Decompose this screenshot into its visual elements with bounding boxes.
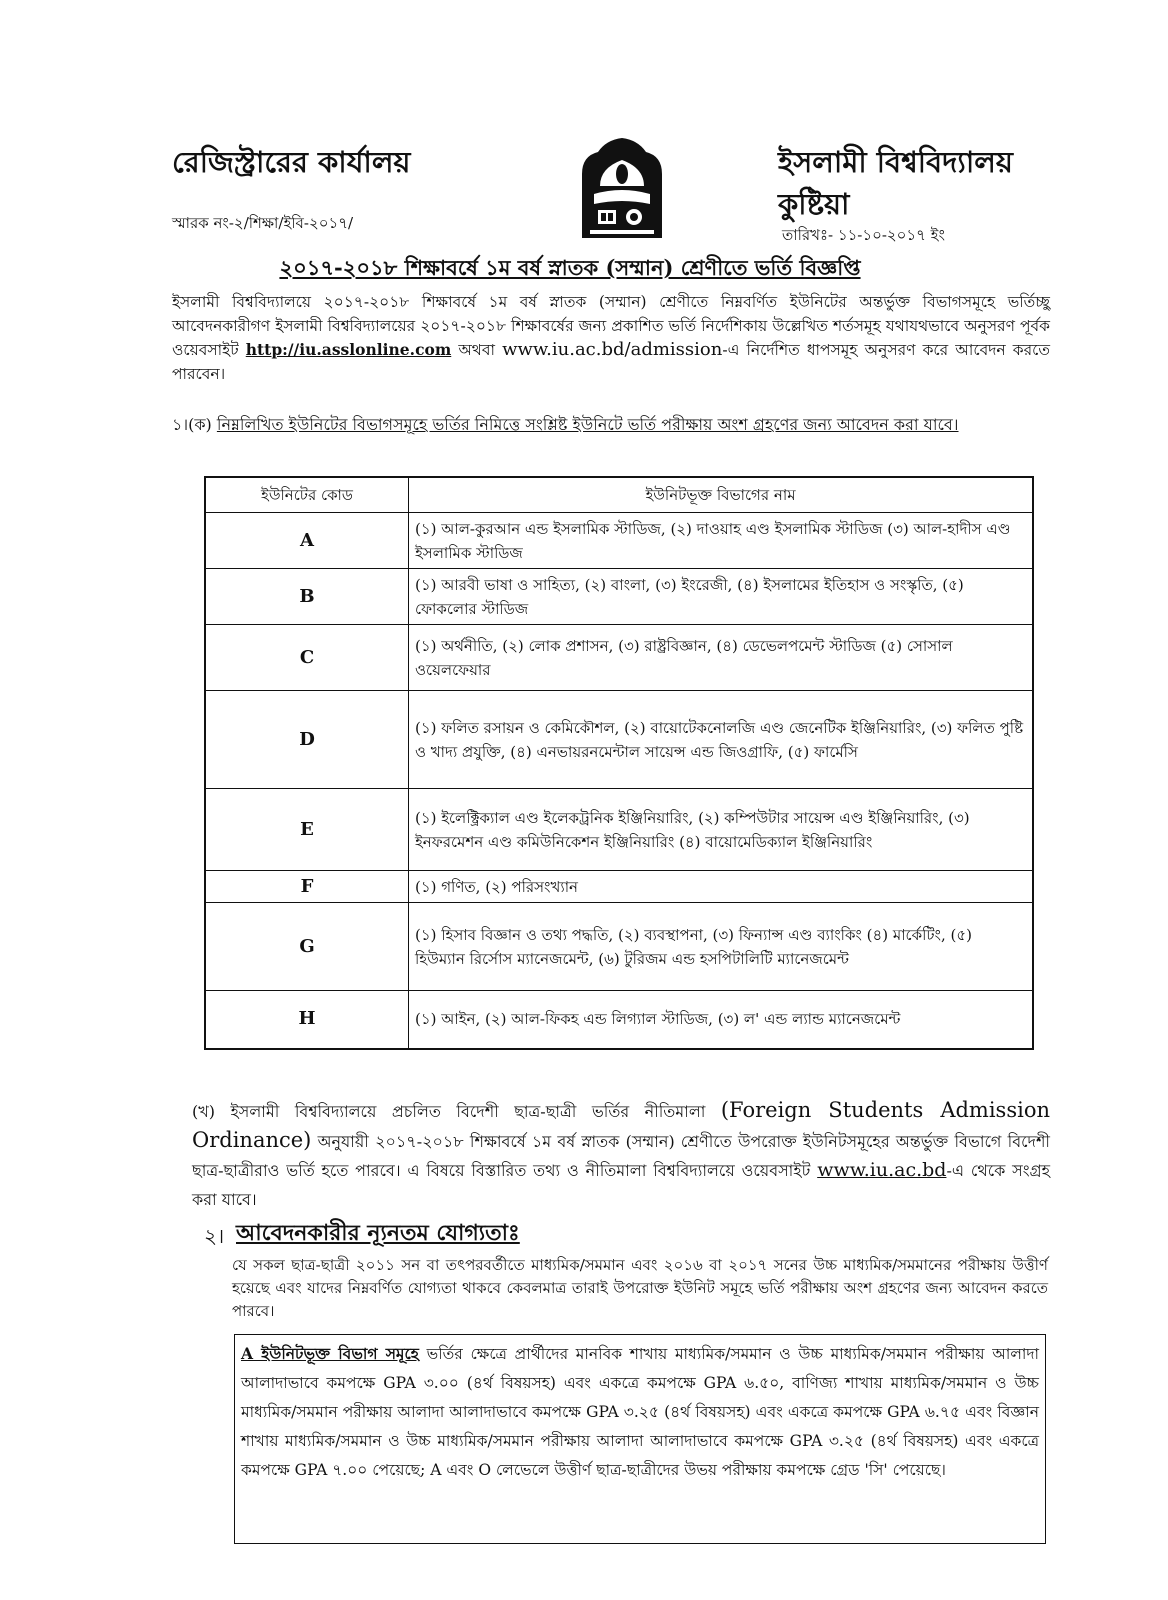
unit-departments: (১) আইন, (২) আল-ফিকহ এন্ড লিগ্যাল স্টাডিজ, (৩) ল' এন্ড ল্যান্ড ম্যানেজমেন্ট — [409, 991, 1034, 1049]
intro-text-a: ইসলামী বিশ্ববিদ্যালয়ে ২০১৭-২০১৮ শিক্ষাবর্ষে ১ম বর্ষ স্নাতক (সম্মান) শ্রেণীতে নিম্নবর্ণিত ইউনিটের অন্তর্ভুক্ত বিভাগসমূহে ভর্তিচ্ছু আবেদনকারীগণ ইসলামী বিশ্ববিদ্যালয়ের ২০১৭-২০১৮ শিক্ষাবর্ষের জন্য প্রকাশিত ভর্তি নির্দেশিকায় উল্লেখিত শর্তসমূহ যথাযথভাবে অনুসরণ পূর্বক ওয়েবসাইট — [172, 293, 1050, 359]
unit-departments: (১) ফলিত রসায়ন ও কেমিকৌশল, (২) বায়োটেকনোলজি এণ্ড জেনেটিক ইঞ্জিনিয়ারিং, (৩) ফলিত পুষ্টি ও খাদ্য প্রযুক্তি, (৪) এনভায়রনমেন্টাল সায়েন্স এন্ড জিওগ্রাফি, (৫) ফার্মেসি — [409, 691, 1034, 789]
section-1-kha-text-b: অনুযায়ী ২০১৭-২০১৮ শিক্ষাবর্ষে ১ম বর্ষ স্নাতক (সম্মান) শ্রেণীতে উপরোক্ত ইউনিটসমূহের অন্তর্ভুক্ত বিভাগে বিদেশী ছাত্র-ছাত্রীরাও ভর্তি হতে পারবে। এ বিষয়ে বিস্তারিত তথ্য ও নীতিমালা বিশ্ববিদ্যালয়ে ওয়েবসাইট — [192, 1132, 1050, 1180]
table-row — [205, 903, 1033, 991]
intro-text-c: -এ নির্দেশিত ধাপসমূহ অনুসরণ করে আবেদন করতে পারবেন। — [172, 341, 1050, 383]
table-row — [205, 569, 1033, 625]
unit-code: G — [205, 903, 409, 991]
unit-departments: (১) আল-কুরআন এন্ড ইসলামিক স্টাডিজ, (২) দাওয়াহ এণ্ড ইসলামিক স্টাডিজ (৩) আল-হাদীস এণ্ড ইসলামিক স্টাডিজ — [409, 513, 1034, 569]
university-name: ইসলামী বিশ্ববিদ্যালয় — [778, 145, 1013, 179]
registrar-office-heading: রেজিস্ট্রারের কার্যালয় — [172, 145, 411, 179]
section-2-paragraph: যে সকল ছাত্র-ছাত্রী ২০১১ সন বা তৎপরবর্তীতে মাধ্যমিক/সমমান এবং ২০১৬ বা ২০১৭ সনের উচ্চ মাধ্যমিক/সমমানের পরীক্ষায় উত্তীর্ণ হয়েছে এবং যাদের নিম্নবর্ণিত যোগ্যতা থাকবে কেবলমাত্র তারাই উপরোক্ত ইউনিট সমূহে ভর্তি পরীক্ষায় অংশ গ্রহণের জন্য আবেদন করতে পারবে। — [232, 1256, 1048, 1320]
unit-code: E — [205, 789, 409, 871]
university-seal-icon — [574, 134, 670, 246]
unit-code: A — [205, 513, 409, 569]
intro-text-b: অথবা — [458, 341, 495, 359]
unit-a-eligibility-text: ভর্তির ক্ষেত্রে প্রার্থীদের মানবিক শাখায় মাধ্যমিক/সমমান ও উচ্চ মাধ্যমিক/সমমান পরীক্ষায় আলাদা আলাদাভাবে কমপক্ষে GPA ৩.০০ (৪র্থ বিষয়সহ) এবং একত্রে কমপক্ষে GPA ৬.৫০, বাণিজ্য শাখায় মাধ্যমিক/সমমান ও উচ্চ মাধ্যমিক/সমমান পরীক্ষায় আলাদা আলাদাভাবে কমপক্ষে GPA ৩.২৫ (৪র্থ বিষয়সহ) এবং একত্রে কমপক্ষে GPA ৬.৭৫ এবং বিজ্ঞান শাখায় মাধ্যমিক/সমমান ও উচ্চ মাধ্যমিক/সমমান পরীক্ষায় আলাদা আলাদাভাবে কমপক্ষে GPA ৩.২৫ (৪র্থ বিষয়সহ) এবং একত্রে কমপক্ষে GPA ৭.০০ পেয়েছে; A এবং O লেভেলে উত্তীর্ণ ছাত্র-ছাত্রীদের উভয় পরীক্ষায় কমপক্ষে গ্রেড 'সি' পেয়েছে। — [241, 1345, 1040, 1479]
table-row — [205, 991, 1033, 1049]
table-row — [205, 789, 1033, 871]
unit-code: D — [205, 691, 409, 789]
notice-title: ২০১৭-২০১৮ শিক্ষাবর্ষে ১ম বর্ষ স্নাতক (সম্মান) শ্রেণীতে ভর্তি বিজ্ঞপ্তি — [279, 255, 861, 280]
table-row — [205, 871, 1033, 903]
unit-departments: (১) গণিত, (২) পরিসংখ্যান — [409, 871, 1034, 903]
admission-website-link[interactable]: http://iu.asslonline.com — [245, 340, 452, 359]
unit-departments: (১) অর্থনীতি, (২) লোক প্রশাসন, (৩) রাষ্ট্রবিজ্ঞান, (৪) ডেভেলপমেন্ট স্টাডিজ (৫) সোসাল ওয়েলফেয়ার — [409, 625, 1034, 691]
intro-paragraph — [172, 290, 1050, 386]
foreign-ordinance-name: (Foreign Students Admission Ordinance) — [192, 1098, 1050, 1152]
section-1-kha-text-a: ইসলামী বিশ্ববিদ্যালয়ে প্রচলিত বিদেশী ছাত্র-ছাত্রী ভর্তির নীতিমালা — [230, 1102, 706, 1121]
unit-departments: (১) আরবী ভাষা ও সাহিত্য, (২) বাংলা, (৩) ইংরেজী, (৪) ইসলামের ইতিহাস ও সংস্কৃতি, (৫) ফোকলোর স্টাডিজ — [409, 569, 1034, 625]
header-department-names: ইউনিটভূক্ত বিভাগের নাম — [409, 477, 1034, 513]
university-city: কুষ্টিয়া — [778, 187, 850, 221]
unit-code: B — [205, 569, 409, 625]
table-row — [205, 691, 1033, 789]
unit-departments: (১) হিসাব বিজ্ঞান ও তথ্য পদ্ধতি, (২) ব্যবস্থাপনা, (৩) ফিন্যান্স এণ্ড ব্যাংকিং (৪) মার্কেটিং, (৫) হিউম্যান রির্সোস ম্যানেজমেন্ট, (৬) টুরিজম এন্ড হসপিটালিটি ম্যানেজমেন্ট — [409, 903, 1034, 991]
section-1-label: ১।(ক) — [172, 415, 212, 434]
unit-code: C — [205, 625, 409, 691]
table-header-row — [205, 477, 1033, 513]
memo-number: স্মারক নং-২/শিক্ষা/ইবি-২০১৭/ — [172, 214, 354, 232]
section-2-title: আবেদনকারীর ন্যূনতম যোগ্যতাঃ — [236, 1220, 520, 1246]
table-row — [205, 513, 1033, 569]
unit-code: F — [205, 871, 409, 903]
university-website-link[interactable]: www.iu.ac.bd — [817, 1159, 947, 1181]
header-unit-code: ইউনিটের কোড — [205, 477, 409, 513]
section-1-kha — [192, 1096, 1050, 1214]
table-row — [205, 625, 1033, 691]
section-1-ka — [172, 412, 1052, 438]
units-table — [204, 476, 1034, 1050]
admission-url-link[interactable]: www.iu.ac.bd/admission — [502, 339, 723, 360]
unit-code: H — [205, 991, 409, 1049]
unit-a-eligibility-box — [234, 1334, 1046, 1544]
section-1-kha-label: (খ) — [192, 1102, 215, 1121]
unit-a-lead: A ইউনিটভূক্ত বিভাগ সমূহে — [241, 1344, 419, 1363]
section-2-number: ২। — [204, 1224, 225, 1248]
notice-date: তারিখঃ- ১১-১০-২০১৭ ইং — [782, 226, 945, 244]
unit-departments: (১) ইলেক্ট্রিক্যাল এণ্ড ইলেকট্রনিক ইঞ্জিনিয়ারিং, (২) কম্পিউটার সায়েন্স এণ্ড ইঞ্জিনিয়ারিং, (৩) ইনফরমেশন এণ্ড কমিউনিকেশন ইঞ্জিনিয়ারিং (৪) বায়োমেডিক্যাল ইঞ্জিনিয়ারিং — [409, 789, 1034, 871]
section-1-text: নিম্নলিখিত ইউনিটের বিভাগসমূহে ভর্তির নিমিত্তে সংশ্লিষ্ট ইউনিটে ভর্তি পরীক্ষায় অংশ গ্রহণের জন্য আবেদন করা যাবে। — [216, 415, 959, 434]
section-1-kha-text-c: -এ থেকে সংগ্রহ করা যাবে। — [192, 1161, 1050, 1209]
